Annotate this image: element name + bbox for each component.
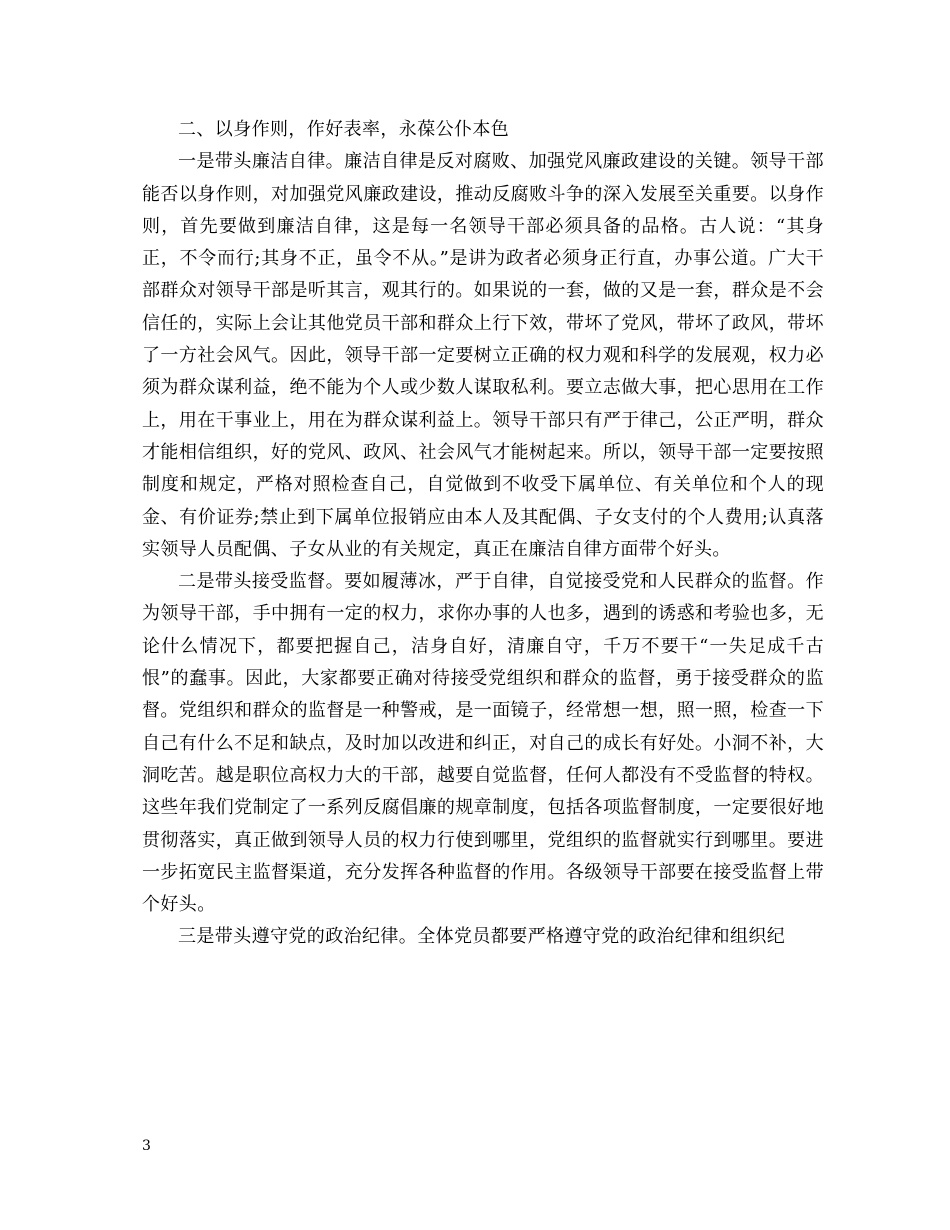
section-heading: 二、以身作则，作好表率，永葆公仆本色 xyxy=(178,119,510,140)
paragraph-accept-supervision: 二是带头接受监督。要如履薄冰，严于自律，自觉接受党和人民群众的监督。作为领导干部，手中拥有一定的权力，求你办事的人也多，遇到的诱惑和考验也多，无论什么情况下，都要把握自己，洁身自好，清廉自守，千万不要干“一失足成千古恨”的蠢事。因此，大家都要正确对待接受党组织和群众的监督，勇于接受群众的监督。党组织和群众的监督是一种警戒，是一面镜子，经常想一想，照一照，检查一下自己有什么不足和缺点，及时加以改进和纠正，对自己的成长有好处。小洞不补，大洞吃苦。越是职位高权力大的干部，越要自觉监督，任何人都没有不受监督的特权。这些年我们党制定了一系列反腐倡廉的规章制度，包括各项监督制度，一定要很好地贯彻落实，真正做到领导人员的权力行使到哪里，党组织的监督就实行到哪里。要进一步拓宽民主监督渠道，充分发挥各种监督的作用。各级领导干部要在接受监督上带个好头。 xyxy=(142,571,824,916)
paragraph-lead-by-integrity: 一是带头廉洁自律。廉洁自律是反对腐败、加强党风廉政建设的关键。领导干部能否以身作则，对加强党风廉政建设，推动反腐败斗争的深入发展至关重要。以身作则，首先要做到廉洁自律，这是每一名领导干部必须具备的品格。古人说：“其身正，不令而行;其身不正，虽令不从。”是讲为政者必须身正行直，办事公道。广大干部群众对领导干部是听其言，观其行的。如果说的一套，做的又是一套，群众是不会信任的，实际上会让其他党员干部和群众上行下效，带坏了党风，带坏了政风，带坏了一方社会风气。因此，领导干部一定要树立正确的权力观和科学的发展观，权力必须为群众谋利益，绝不能为个人或少数人谋取私利。要立志做大事，把心思用在工作上，用在干事业上，用在为群众谋利益上。领导干部只有严于律己，公正严明，群众才能相信组织，好的党风、政风、社会风气才能树起来。所以，领导干部一定要按照制度和规定，严格对照检查自己，自觉做到不收受下属单位、有关单位和个人的现金、有价证券;禁止到下属单位报销应由本人及其配偶、子女支付的个人费用;认真落实领导人员配偶、子女从业的有关规定，真正在廉洁自律方面带个好头。 xyxy=(142,151,824,560)
paragraph-political-discipline: 三是带头遵守党的政治纪律。全体党员都要严格遵守党的政治纪律和组织纪 xyxy=(178,926,786,948)
page-number: 3 xyxy=(142,1138,151,1154)
document-body xyxy=(142,114,824,954)
